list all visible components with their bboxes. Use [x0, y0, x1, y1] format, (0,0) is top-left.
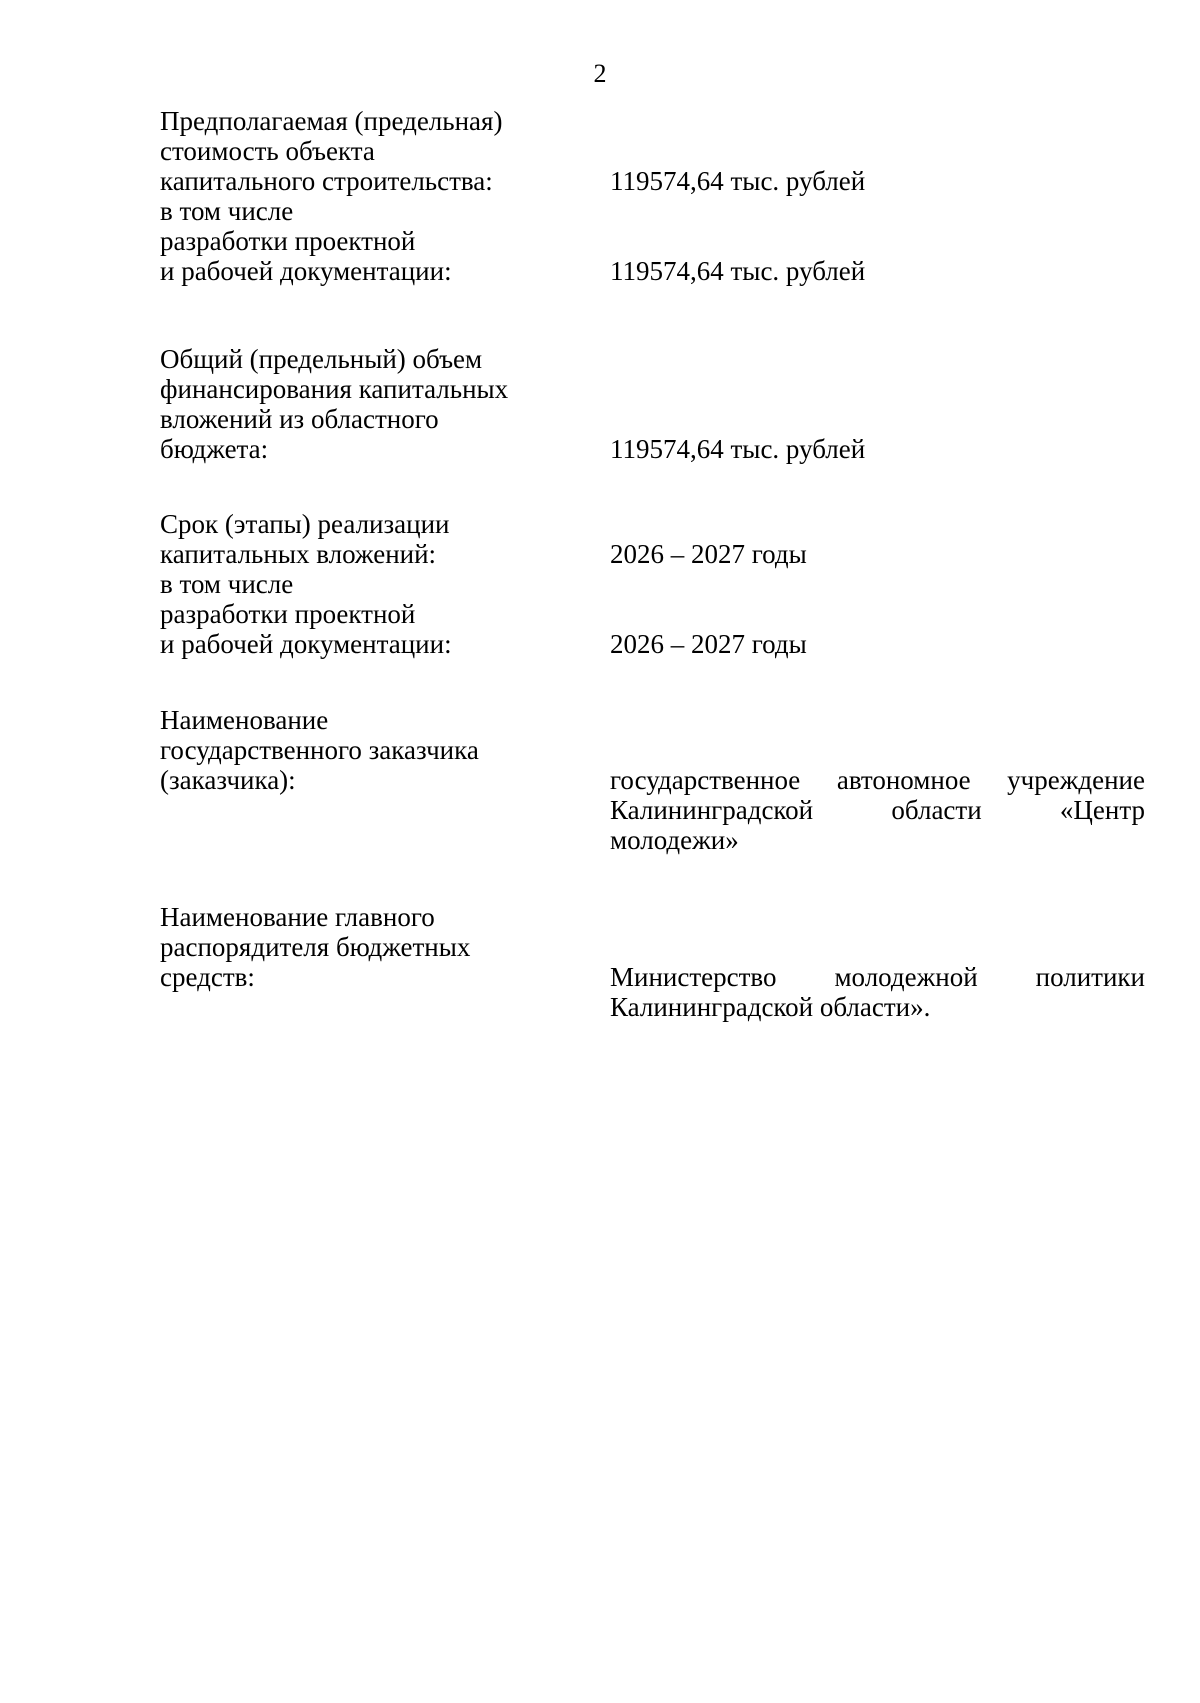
- term-label-line: Срок (этапы) реализации: [160, 509, 450, 539]
- manager-value-line: Министерство молодежной политики: [610, 962, 1145, 992]
- manager-label-line: распорядителя бюджетных: [160, 932, 471, 962]
- customer-label-line: (заказчика):: [160, 765, 296, 795]
- term-label-line: в том числе: [160, 569, 294, 599]
- term-label-line: разработки проектной: [160, 599, 416, 629]
- manager-label-line: средств:: [160, 962, 255, 992]
- funding-label-line: вложений из областного: [160, 404, 439, 434]
- cost-label-line: стоимость объекта: [160, 136, 375, 166]
- funding-label-line: финансирования капитальных: [160, 374, 509, 404]
- customer-label-line: государственного заказчика: [160, 735, 479, 765]
- term-design-value: 2026 – 2027 годы: [610, 629, 807, 659]
- customer-value-line: государственное автономное учреждение: [610, 765, 1145, 795]
- manager-value-line: Калининградской области».: [610, 992, 931, 1022]
- cost-total-value: 119574,64 тыс. рублей: [610, 166, 866, 196]
- cost-label-line: Предполагаемая (предельная): [160, 106, 503, 136]
- cost-label-line: в том числе: [160, 196, 294, 226]
- cost-label-line: разработки проектной: [160, 226, 416, 256]
- customer-value-line: молодежи»: [610, 825, 739, 855]
- funding-value: 119574,64 тыс. рублей: [610, 434, 866, 464]
- cost-design-value: 119574,64 тыс. рублей: [610, 256, 866, 286]
- customer-label-line: Наименование: [160, 705, 329, 735]
- term-label-line: и рабочей документации:: [160, 629, 452, 659]
- manager-label-line: Наименование главного: [160, 902, 435, 932]
- cost-label-line: и рабочей документации:: [160, 256, 452, 286]
- funding-label-line: бюджета:: [160, 434, 269, 464]
- funding-label-line: Общий (предельный) объем: [160, 344, 483, 374]
- customer-value-line: Калининградской области «Центр: [610, 795, 1145, 825]
- cost-label-line: капитального строительства:: [160, 166, 493, 196]
- term-total-value: 2026 – 2027 годы: [610, 539, 807, 569]
- page-number: 2: [593, 59, 607, 88]
- term-label-line: капитальных вложений:: [160, 539, 437, 569]
